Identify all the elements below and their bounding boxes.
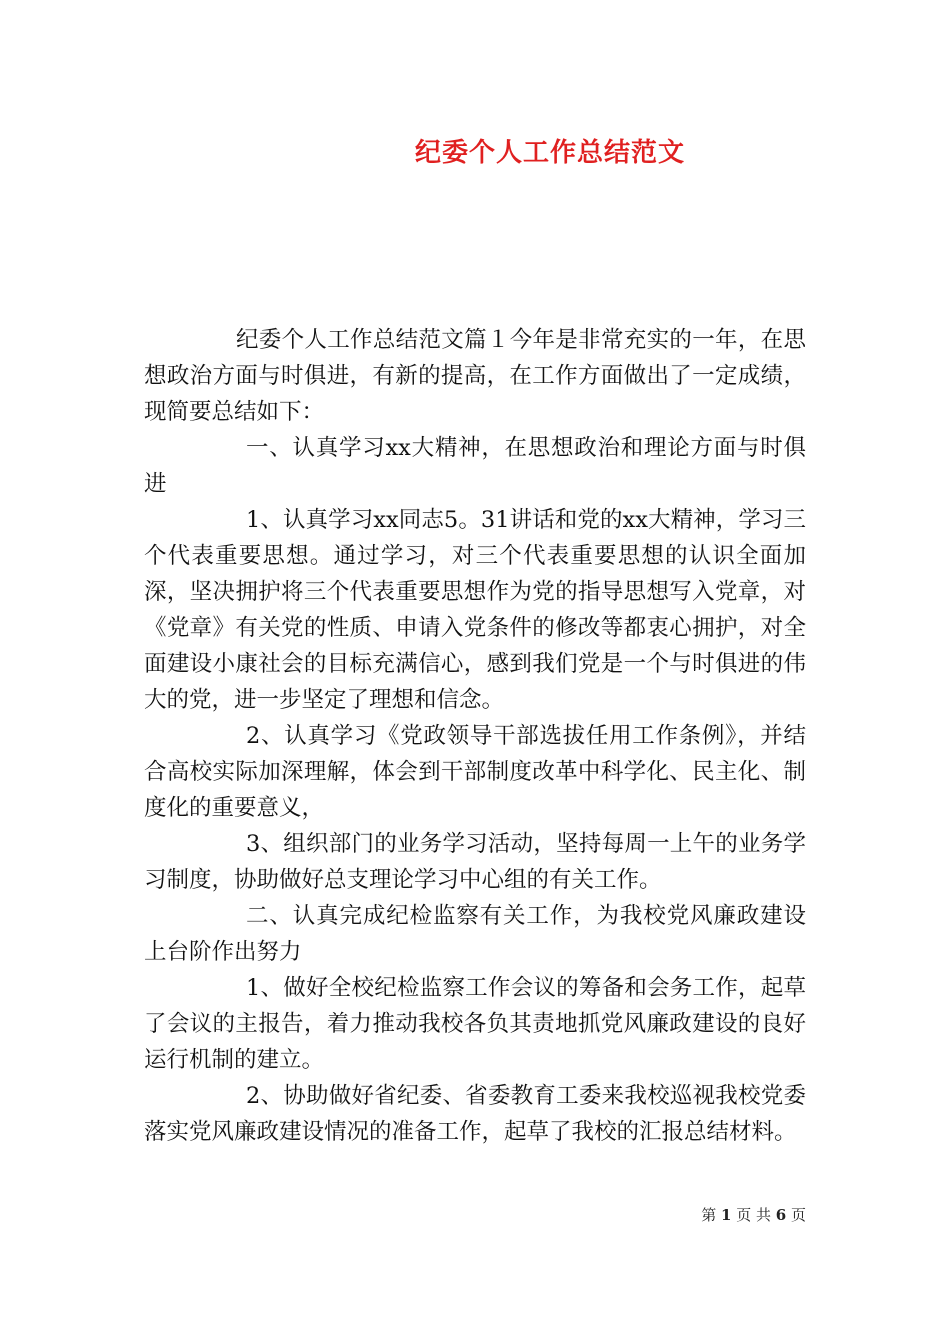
paragraph-section-2-item-1: 1、做好全校纪检监察工作会议的筹备和会务工作，起草了会议的主报告，着力推动我校各负其责地抓党风廉政建设的良好运行机制的建立。 [144,975,806,1073]
footer-prefix: 第 [701,1206,717,1224]
paragraph-section-2-heading: 二、认真完成纪检监察有关工作，为我校党风廉政建设上台阶作出努力 [144,903,806,965]
paragraph-section-2-item-2: 2、协助做好省纪委、省委教育工委来我校巡视我校党委落实党风廉政建设情况的准备工作，起草了我校的汇报总结材料。 [144,1083,806,1145]
paragraph-intro: 纪委个人工作总结范文篇１今年是非常充实的一年，在思想政治方面与时俱进，有新的提高，在工作方面做出了一定成绩，现简要总结如下： [144,327,806,425]
footer-middle: 页 共 [736,1206,771,1224]
paragraph-section-1-heading: 一、认真学习xx大精神，在思想政治和理论方面与时俱进 [144,435,806,497]
paragraph-section-1-item-1: 1、认真学习xx同志5。31讲话和党的xx大精神，学习三个代表重要思想。通过学习，对三个代表重要思想的认识全面加深，坚决拥护将三个代表重要思想作为党的指导思想写入党章，对《党章》有关党的性质、申请入党条件的修改等都衷心拥护，对全面建设小康社会的目标充满信心，感到我们党是一个与时俱进的伟大的党，进一步坚定了理想和信念。 [144,507,806,713]
footer-suffix: 页 [790,1206,806,1224]
document-body [144,322,806,1150]
paragraph-section-1-item-3: 3、组织部门的业务学习活动，坚持每周一上午的业务学习制度，协助做好总支理论学习中心组的有关工作。 [144,831,806,893]
footer-total-pages: 6 [775,1206,787,1224]
page-number-footer [701,1204,806,1225]
document-title: 纪委个人工作总结范文 [414,138,685,168]
paragraph-section-1-item-2: 2、认真学习《党政领导干部选拔任用工作条例》，并结合高校实际加深理解，体会到干部制度改革中科学化、民主化、制度化的重要意义， [144,723,806,821]
footer-current-page: 1 [720,1206,732,1224]
